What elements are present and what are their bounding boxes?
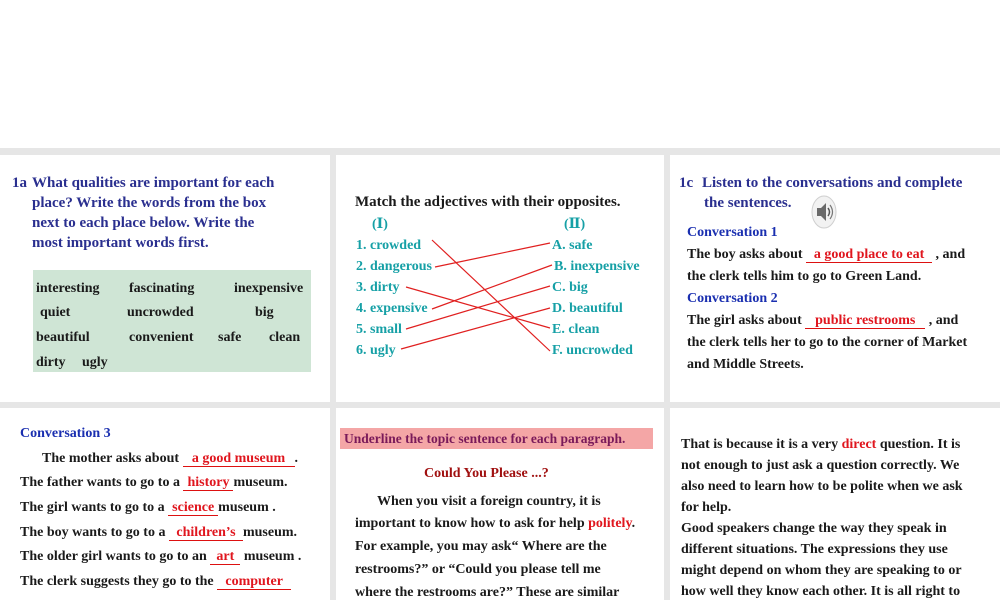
left-item: 4. expensive [356, 301, 428, 316]
passage-line: where the restrooms are?” These are similar [355, 585, 620, 600]
passage-text: . [631, 516, 636, 531]
conversation-1-title: Conversation 1 [687, 225, 778, 240]
conversation-3-title: Conversation 3 [20, 426, 111, 441]
answer-blank: computer [217, 574, 291, 590]
sentence-2 [20, 475, 288, 491]
sentence-text: The older girl wants to go to an [20, 549, 207, 564]
matching-lines [336, 155, 664, 402]
passage-line: restrooms?” or “Could you please tell me [355, 562, 601, 577]
word: safe [218, 330, 242, 345]
sentence-text: The boy wants to go to a [20, 525, 166, 540]
conversation-1-sentence [687, 247, 965, 263]
answer-blank: public restrooms [805, 313, 925, 329]
conversation-1-line-2: the clerk tells him to go to Green Land. [687, 269, 922, 284]
match-line-1-F [432, 240, 550, 351]
right-item: F. uncrowded [552, 343, 633, 358]
sentence-4 [20, 525, 297, 541]
passage-text: question. It is [879, 437, 961, 452]
speaker-icon[interactable] [811, 195, 837, 229]
question-number: 1c [679, 175, 694, 191]
passage-line: might depend on whom they are speaking to or [681, 563, 962, 578]
column-header-1: (Ⅰ) [372, 217, 388, 232]
passage-text: That is because it is a very [681, 437, 839, 452]
passage-line: Good speakers change the way they speak in [681, 521, 947, 536]
left-item: 5. small [356, 322, 402, 337]
top-divider [0, 148, 1000, 155]
highlighted-word: direct [841, 437, 877, 452]
sentence-text: The mother asks about [42, 451, 180, 466]
sentence-text: , and [935, 247, 966, 262]
word: inexpensive [234, 281, 304, 296]
answer-blank: history [183, 475, 233, 491]
answer-blank: a good place to eat [806, 247, 932, 263]
passage-line: different situations. The expressions they use [681, 542, 948, 557]
word: convenient [129, 330, 194, 345]
conversation-2-line-3: and Middle Streets. [687, 357, 804, 372]
word: uncrowded [127, 305, 194, 320]
passage-line: how well they know each other. It is all right to [681, 584, 961, 599]
highlighted-word: politely [588, 516, 632, 531]
sentence-text: museum. [233, 475, 288, 490]
question-line-4: most important words first. [32, 235, 209, 251]
sentence-text: The girl asks about [687, 313, 802, 328]
sentence-6 [20, 574, 291, 590]
question-number: 1a [12, 175, 27, 191]
column-header-2: (Ⅱ) [564, 217, 586, 232]
left-item: 3. dirty [356, 280, 400, 295]
word-box [33, 270, 311, 372]
right-item: E. clean [552, 322, 600, 337]
question-line-2: place? Write the words from the box [32, 195, 267, 211]
match-line-2-A [435, 243, 550, 267]
conversation-2-line-2: the clerk tells her to go to the corner of Market [687, 335, 968, 350]
sentence-text: . [294, 451, 299, 466]
passage-line: also need to learn how to be polite when we ask [681, 479, 963, 494]
right-item: D. beautiful [552, 301, 623, 316]
passage-text: important to know how to ask for help [355, 516, 585, 531]
panel-conversation-3 [0, 408, 330, 600]
passage-line [681, 437, 960, 453]
answer-blank: art [210, 549, 240, 565]
panel-reading-continued [670, 408, 1000, 600]
answer-blank: science [168, 500, 218, 516]
sentence-text: The clerk suggests they go to the [20, 574, 214, 589]
answer-blank: a good museum [183, 451, 295, 467]
conversation-2-title: Conversation 2 [687, 291, 778, 306]
match-line-6-D [401, 308, 550, 349]
sentence-text: The boy asks about [687, 247, 803, 262]
panel-1a [0, 155, 330, 402]
passage-line: For example, you may ask“ Where are the [355, 539, 607, 554]
word: fascinating [129, 281, 195, 296]
passage-title: Could You Please ...? [424, 466, 549, 481]
word: ugly [82, 355, 108, 370]
instruction-banner: Underline the topic sentence for each paragraph. [340, 428, 653, 449]
passage-line: for help. [681, 500, 732, 515]
sentence-1 [42, 451, 298, 467]
match-line-4-B [432, 265, 552, 309]
question-line-2: the sentences. [704, 195, 792, 211]
left-item: 2. dangerous [356, 259, 432, 274]
question-line-1: Listen to the conversations and complete [702, 175, 963, 191]
word: quiet [40, 305, 71, 320]
right-item: B. inexpensive [554, 259, 640, 274]
sentence-3 [20, 500, 276, 516]
panel-matching [336, 155, 664, 402]
panel-reading [336, 408, 664, 600]
matching-title: Match the adjectives with their opposites. [355, 194, 621, 210]
passage-line: When you visit a foreign country, it is [377, 494, 601, 509]
word: beautiful [36, 330, 90, 345]
sentence-text: museum. [242, 525, 298, 540]
word: dirty [36, 355, 66, 370]
panel-1c [670, 155, 1000, 402]
question-line-1: What qualities are important for each [32, 175, 275, 191]
sentence-5 [20, 549, 301, 565]
right-item: C. big [552, 280, 588, 295]
word: interesting [36, 281, 100, 296]
answer-blank: children’s [169, 525, 243, 541]
sentence-text: The girl wants to go to a [20, 500, 165, 515]
right-item: A. safe [552, 238, 593, 253]
conversation-2-sentence [687, 313, 958, 329]
sentence-text: museum . [218, 500, 276, 515]
left-item: 6. ugly [356, 343, 396, 358]
passage-line: not enough to just ask a question correctly. We [681, 458, 960, 473]
word: big [255, 305, 274, 320]
sentence-text: museum . [243, 549, 302, 564]
sentence-text: , and [928, 313, 959, 328]
passage-line [355, 516, 635, 532]
word: clean [269, 330, 301, 345]
question-line-3: next to each place below. Write the [32, 215, 255, 231]
left-item: 1. crowded [356, 238, 422, 253]
sentence-text: The father wants to go to a [20, 475, 180, 490]
